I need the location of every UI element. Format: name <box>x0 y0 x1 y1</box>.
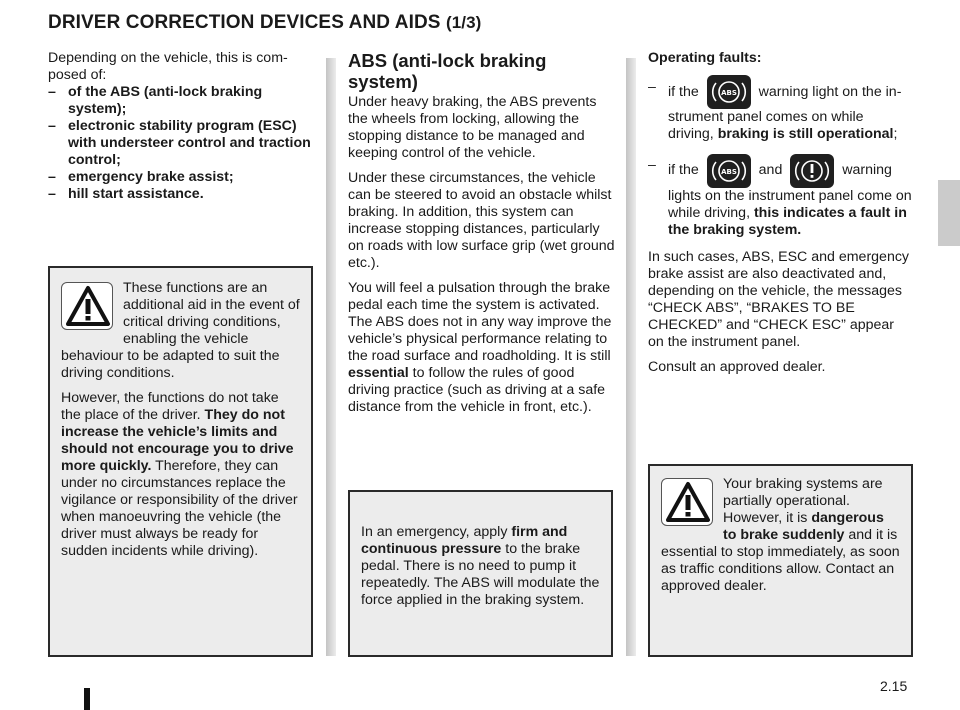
text-run: ; <box>893 126 898 143</box>
fault-item-first-line <box>668 75 912 109</box>
text-run: if the <box>668 84 699 100</box>
column-divider-2 <box>626 58 636 656</box>
text-run: warning <box>842 162 892 179</box>
brake-warning-light-icon <box>790 154 834 188</box>
operating-faults-section <box>648 50 912 384</box>
fault-item-first-line <box>668 153 912 187</box>
intro-line-1: Depending on the vehicle, this is com- <box>48 50 288 66</box>
text-run-bold: braking is still operational <box>717 126 894 143</box>
fault-item-brakes <box>648 153 912 238</box>
text-run: to follow the rules of good driving practice (such as driving at a safe distance from the vehicle in front, etc.). <box>348 365 606 415</box>
abs-paragraph-3 <box>348 280 616 416</box>
operating-faults-paragraph-2: Consult an approved dealer. <box>648 358 826 375</box>
column-divider-1 <box>326 58 336 656</box>
intro-list-item: – electronic stability program (ESC) with understeer control and traction control; <box>48 118 312 169</box>
page-title <box>48 12 481 34</box>
abs-heading-line: ABS (anti-lock braking <box>348 50 547 71</box>
abs-section <box>348 50 616 424</box>
abs-icon-label: ABS <box>720 89 737 98</box>
warning-box-functions-p2 <box>61 390 300 560</box>
abs-warning-light-icon <box>707 154 751 188</box>
abs-warning-light-icon <box>707 75 751 109</box>
text-run-bold: this indicates a fault in the braking system. <box>668 204 907 238</box>
page-title-text: DRIVER CORRECTION DEVICES AND AIDS <box>48 12 441 33</box>
emergency-box-text <box>361 524 600 609</box>
abs-paragraph-2: Under these circumstances, the vehicle can be steered to avoid an obstacle whilst braking. In addition, this system can increase stopping distances, particularly on roads with low surface grip (wet ground etc.). <box>348 170 615 271</box>
text-run-bold: They do not increase the vehicle’s limits and should not encourage you to drive more quickly. <box>61 407 294 474</box>
emergency-box <box>348 490 613 657</box>
warning-box-functions <box>48 266 313 657</box>
operating-faults-heading: Operating faults: <box>648 50 762 66</box>
text-run: In an emergency, apply <box>361 524 512 540</box>
intro-list <box>48 84 312 203</box>
warning-triangle-icon <box>61 282 113 330</box>
text-run: if the <box>668 162 699 179</box>
text-run-bold: dangerous to brake suddenly <box>723 510 884 543</box>
warning-triangle-icon <box>661 478 713 526</box>
abs-icon-label: ABS <box>720 167 737 176</box>
text-run: to the brake pedal. There is no need to pump it repeatedly. The ABS will modulate the force applied in the braking system. <box>361 541 600 608</box>
fault-item-abs <box>648 75 912 143</box>
text-run: and it is essential to stop immediately, as soon as traffic conditions allow. Contact an approved dealer. <box>661 527 900 594</box>
page-number: 2.15 <box>880 678 908 694</box>
intro-list-item: – of the ABS (anti-lock braking system); <box>48 84 312 118</box>
corner-mark <box>84 688 90 710</box>
text-run-bold: essential <box>348 365 409 381</box>
text-run-bold: firm and continuous pressure <box>361 524 568 557</box>
page-title-suffix: (1/3) <box>445 13 482 32</box>
warning-box-functions-p1: These functions are an additional aid in the event of critical driving conditions, enabling the vehicle behaviour to be adapted to suit the driving conditions. <box>61 280 300 381</box>
intro-line-2: posed of: <box>48 67 107 83</box>
text-run: You will feel a pulsation through the brake pedal each time the system is activated. The ABS does not in any way improve the vehicle’s physical performance relating to the road surface and roadholding. It is still <box>348 280 612 364</box>
intro-section <box>48 50 312 203</box>
dash-marker: – <box>648 157 656 174</box>
abs-heading-line: system) <box>348 71 418 92</box>
text-run: strument panel comes on while driving, <box>668 109 864 143</box>
operating-faults-paragraph-1: In such cases, ABS, ESC and emergency brake assist are also deactivated and, depending on the vehicle, the messages “CHECK ABS”, “BRAKES TO BE CHECKED” and “CHECK ESC” appear on the instrument panel. <box>648 248 910 350</box>
dash-marker: – <box>648 79 656 95</box>
text-run: Therefore, they can under no circumstances replace the vigilance or responsibility of the driver when manoeuvring the vehicle (the driver must always be ready for sudden incidents while driving). <box>61 458 298 559</box>
abs-heading <box>348 50 616 92</box>
text-run: warning light on the in- <box>758 84 902 100</box>
text-run: Your braking systems are partially operational. However, it is <box>723 476 883 526</box>
intro-list-item: – emergency brake assist; <box>48 169 312 186</box>
text-run: lights on the instrument panel come on while driving, <box>668 187 912 221</box>
abs-paragraph-1: Under heavy braking, the ABS prevents the wheels from locking, allowing the stopping distance to be managed and keeping control of the vehicle. <box>348 94 597 161</box>
text-run: and <box>758 162 783 179</box>
warning-box-braking <box>648 464 913 657</box>
chapter-tab <box>938 180 960 246</box>
intro-list-item: – hill start assistance. <box>48 186 312 203</box>
text-run: However, the functions do not take the place of the driver. <box>61 390 279 423</box>
